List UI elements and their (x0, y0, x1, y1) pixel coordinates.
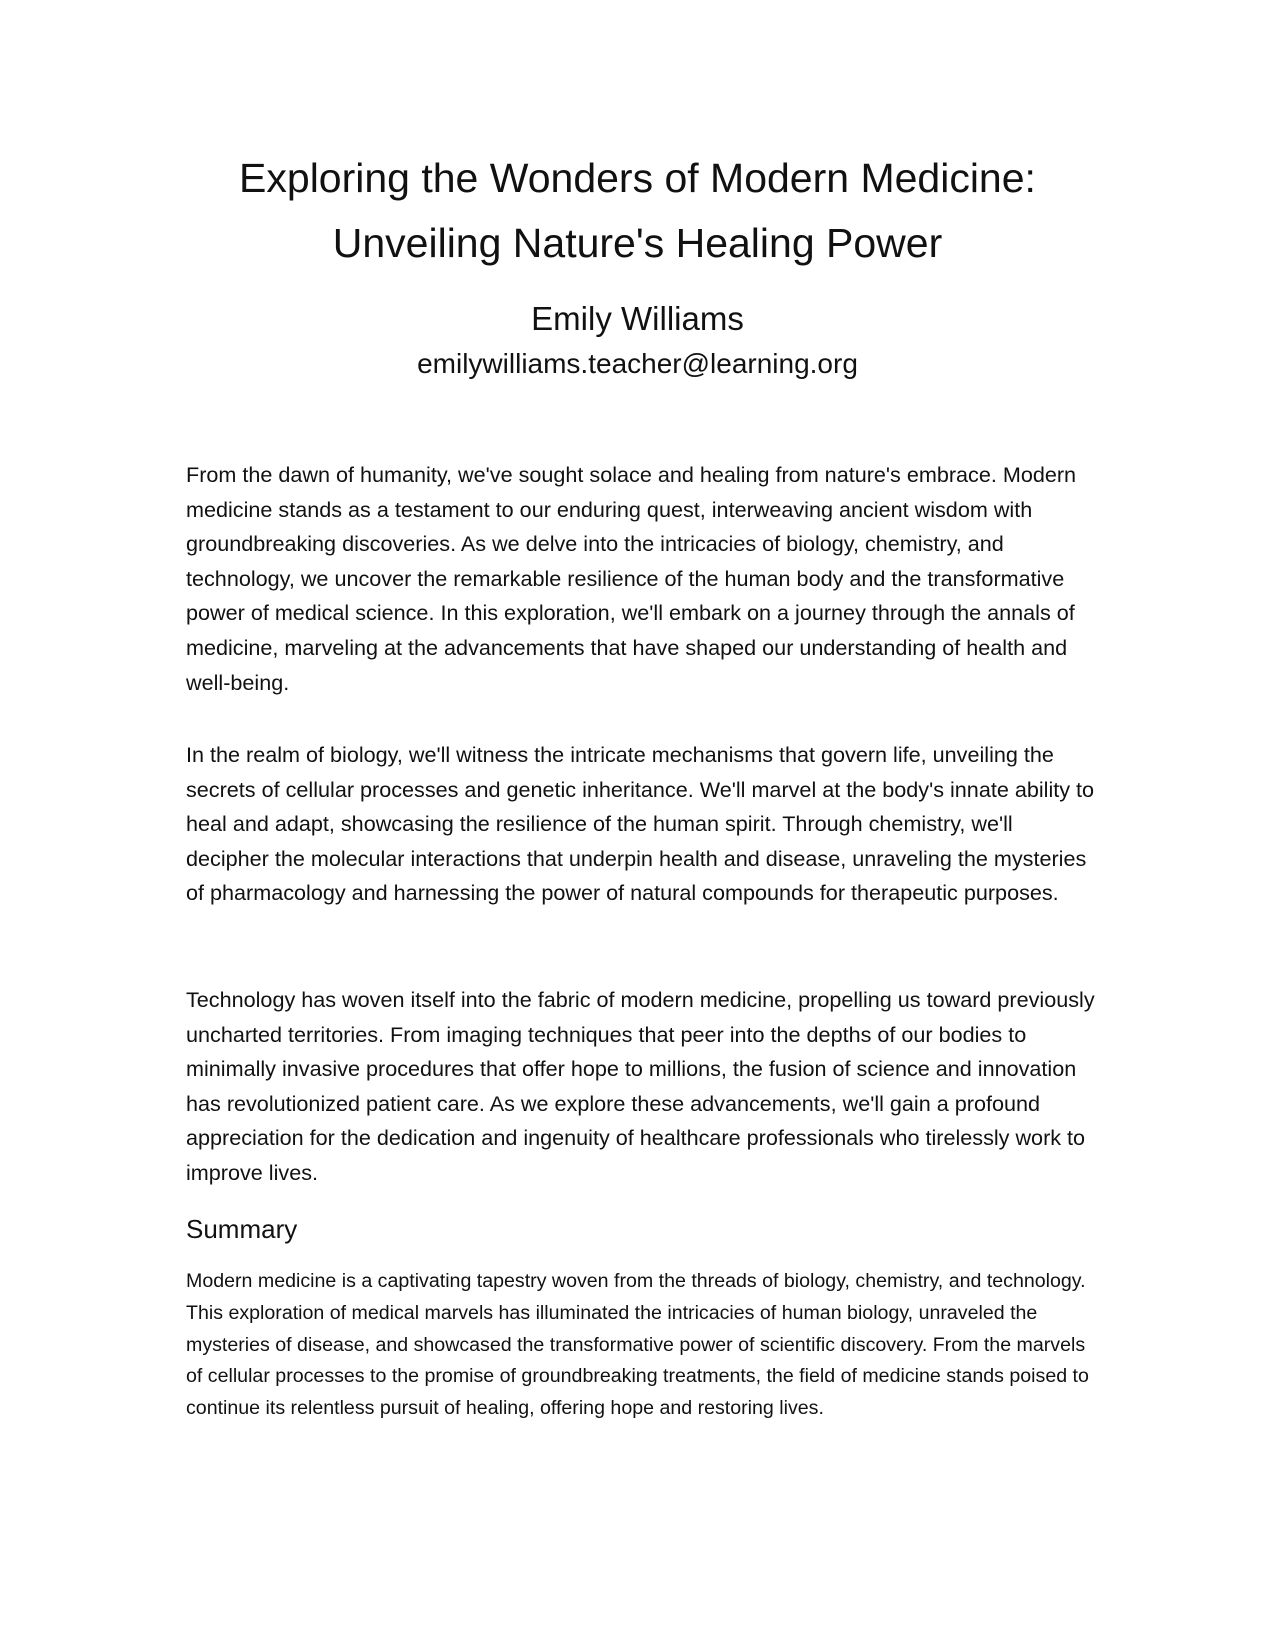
document-title: Exploring the Wonders of Modern Medicine: Unveiling Nature's Healing Power (239, 155, 1036, 266)
summary-paragraph: Modern medicine is a captivating tapestry woven from the threads of biology, chemistry, and technology. This exploration of medical marvels has illuminated the intricacies of human biology, unraveled the mysteries of disease, and showcased the transformative power of scientific discovery. From the marvels of cellular processes to the promise of groundbreaking treatments, the field of medicine stands poised to continue its relentless pursuit of healing, offering hope and restoring lives. (186, 1270, 1089, 1420)
author-email: emilywilliams.teacher@learning.org (417, 348, 858, 379)
body-paragraph-3: Technology has woven itself into the fabric of modern medicine, propelling us toward previously uncharted territories. From imaging techniques that peer into the depths of our bodies to minimally invasive procedures that offer hope to millions, the fusion of science and innovation has revolutionized patient care. As we explore these advancements, we'll gain a profound appreciation for the dedication and ingenuity of healthcare professionals who tirelessly work to improve lives. (186, 987, 1095, 1185)
summary-heading: Summary (186, 1214, 298, 1244)
author-name: Emily Williams (531, 300, 744, 337)
body-paragraph-1: From the dawn of humanity, we've sought solace and healing from nature's embrace. Modern medicine stands as a testament to our enduring quest, interweaving ancient wisdom with groundbreaking discoveries. As we delve into the intricacies of biology, chemistry, and technology, we uncover the remarkable resilience of the human body and the transformative power of medical science. In this exploration, we'll embark on a journey through the annals of medicine, marveling at the advancements that have shaped our understanding of health and well-being. (186, 462, 1077, 695)
body-paragraph-2: In the realm of biology, we'll witness the intricate mechanisms that govern life, unveiling the secrets of cellular processes and genetic inheritance. We'll marvel at the body's innate ability to heal and adapt, showcasing the resilience of the human spirit. Through chemistry, we'll decipher the molecular interactions that underpin health and disease, unraveling the mysteries of pharmacology and harnessing the power of natural compounds for therapeutic purposes. (186, 742, 1095, 906)
